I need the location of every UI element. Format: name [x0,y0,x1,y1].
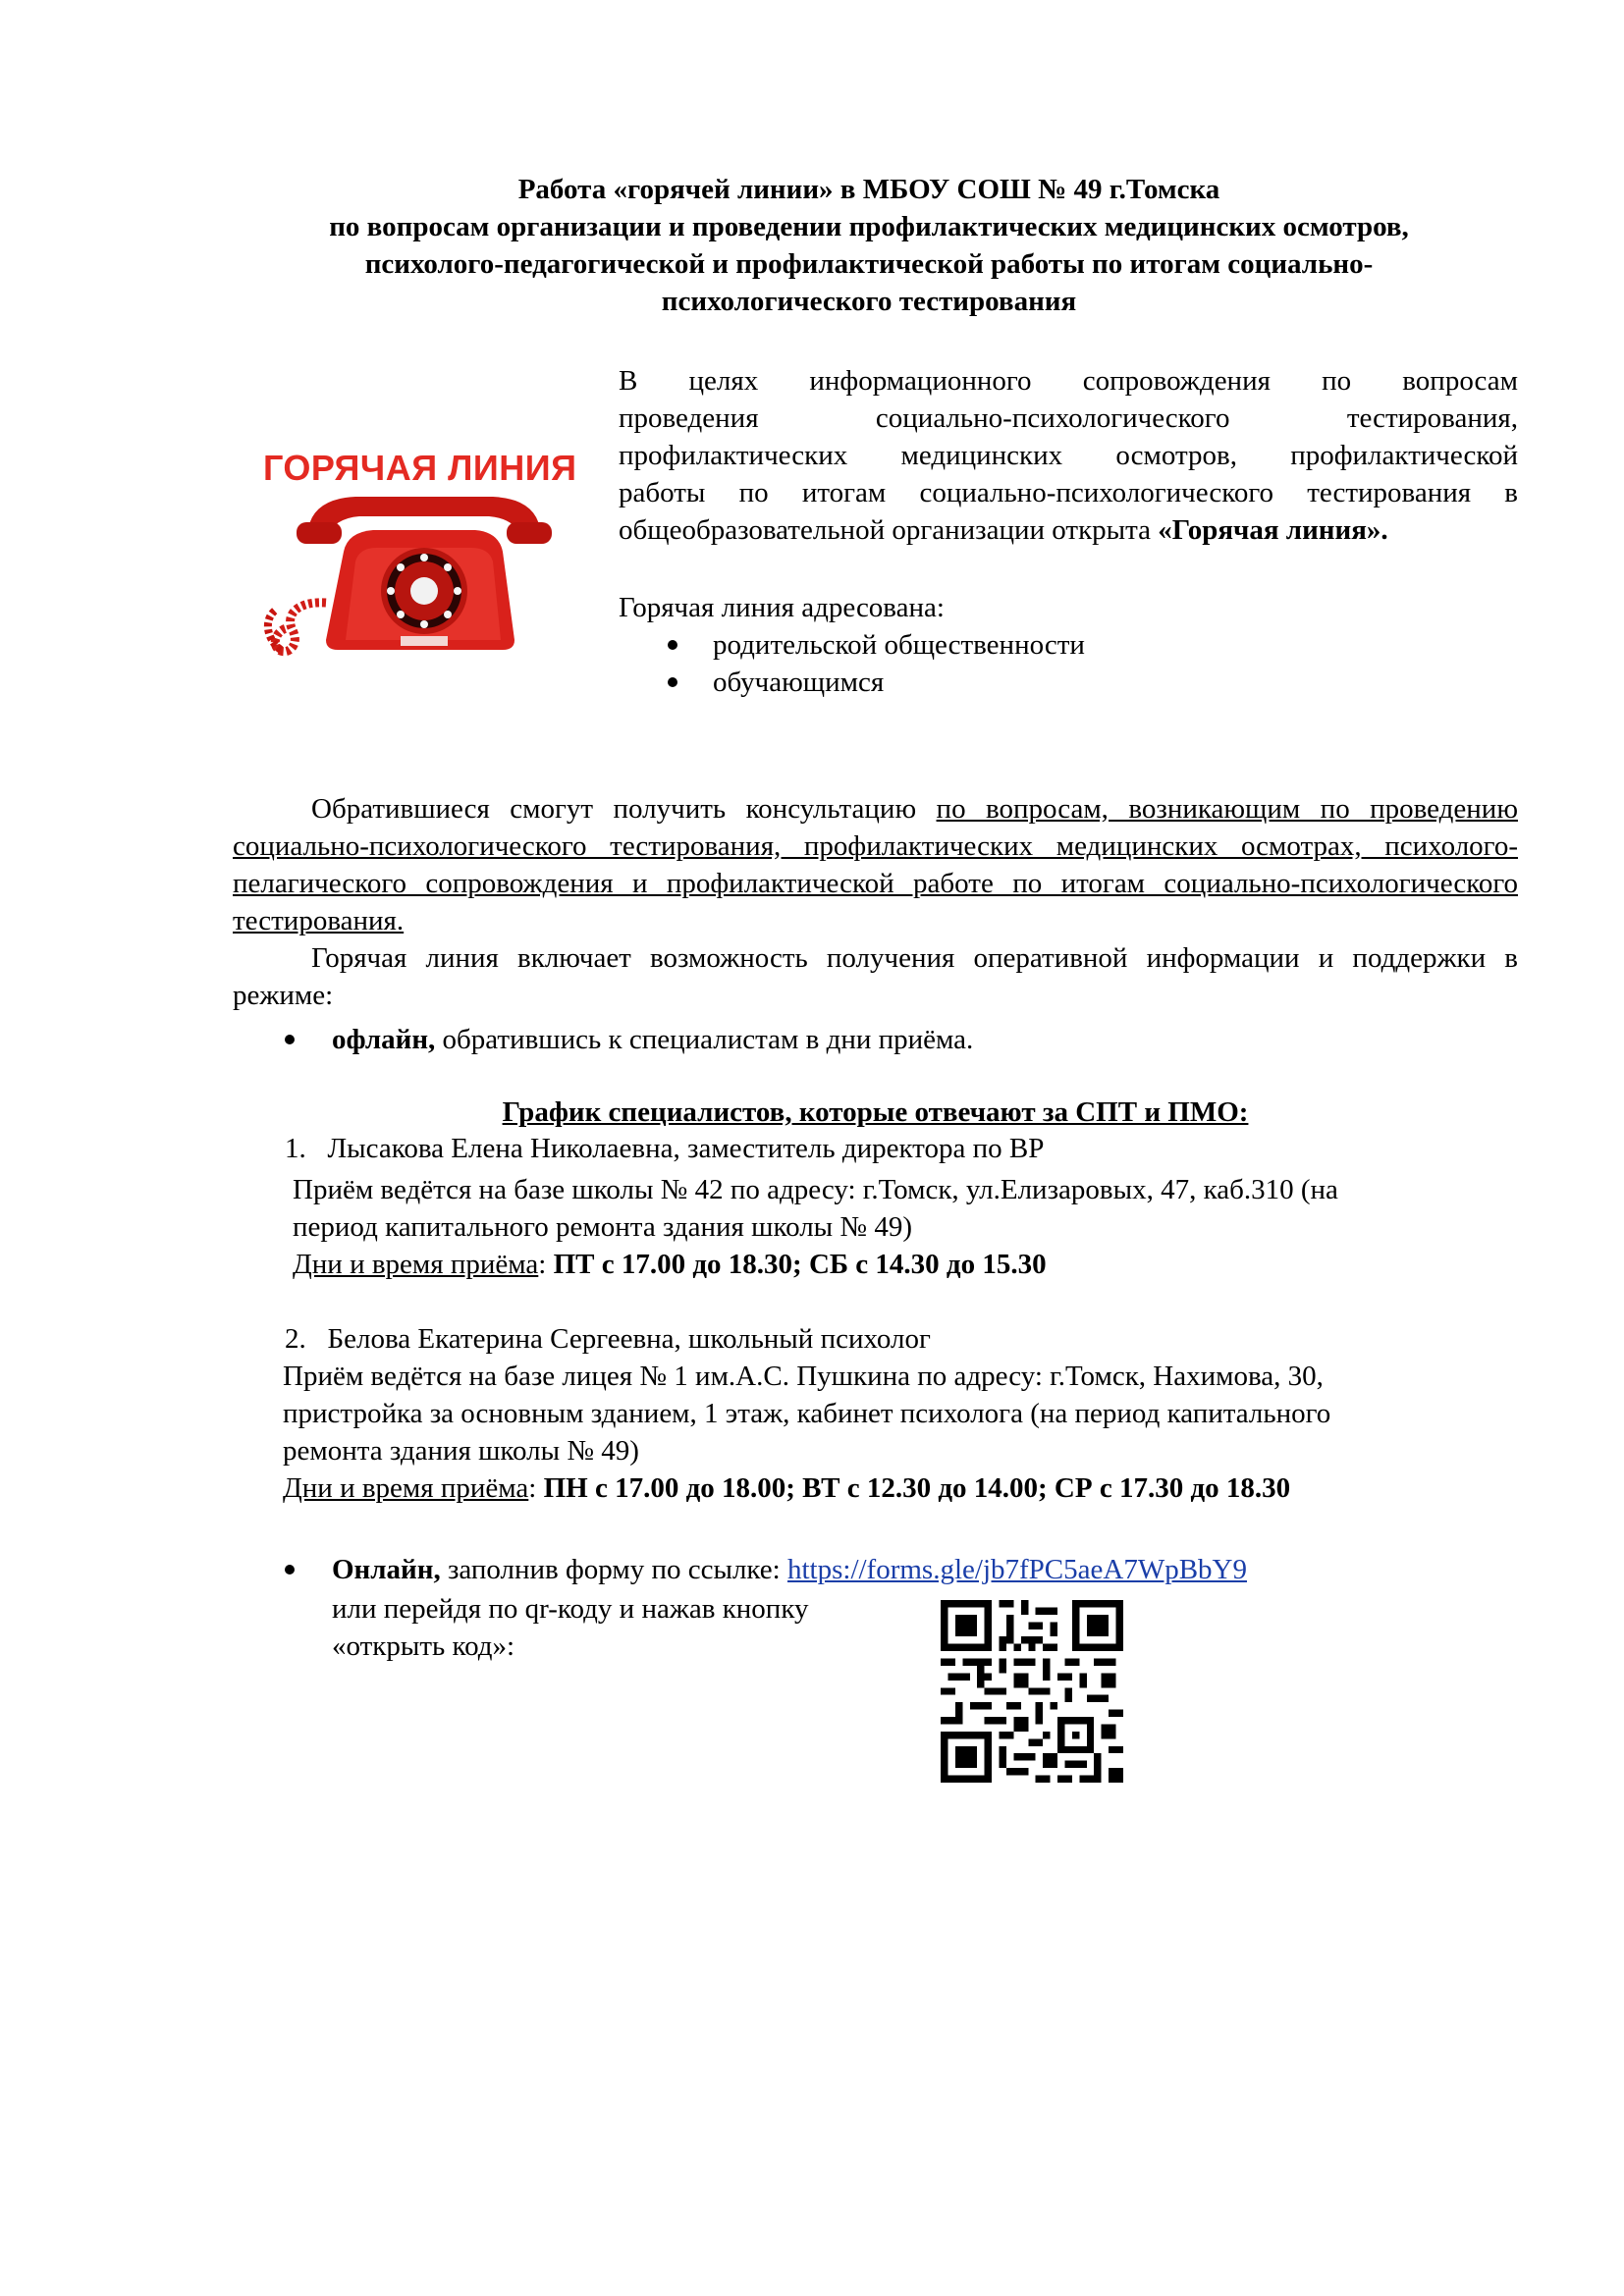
specialist-2-name: Белова Екатерина Сергеевна, школьный психолог [327,1323,931,1355]
list-item [619,626,1518,664]
specialist-2-hours [283,1469,1290,1507]
form-link[interactable]: https://forms.gle/jb7fPC5aeA7WpBbY9 [786,1554,1247,1585]
online-line-2: или перейдя по qr-коду и нажав кнопку [332,1593,809,1625]
specialist-1-address-2: период капитального ремонта здания школы № 49) [293,1211,912,1243]
hours-value: ПТ с 17.00 до 18.30; СБ с 14.30 до 15.30 [553,1249,1047,1280]
list-item-text: родительской общественности [713,629,1085,661]
hotline-logo [257,440,577,658]
intro-line-1: В целях информационного сопровождения по вопросам [619,365,1518,397]
hours-value: ПН с 17.00 до 18.00; ВТ с 12.30 до 14.00; СР с 17.30 до 18.30 [543,1472,1291,1504]
specialist-1-hours [293,1246,1047,1283]
intro-line-3: профилактических медицинских осмотров, профилактической [619,440,1518,471]
online-label: Онлайн, [332,1554,441,1585]
specialist-2-address-3: ремонта здания школы № 49) [283,1435,639,1467]
red-rotary-phone-icon [257,493,552,658]
list-item [619,664,1518,701]
schedule-title: График специалистов, которые отвечают за СПТ и ПМО: [502,1096,1249,1128]
offline-label: офлайн, [332,1024,436,1055]
hotline-name: «Горячая линия». [1158,514,1388,546]
intro-line-2: проведения социально-психологического тестирования, [619,402,1518,434]
hours-colon: : [538,1249,554,1280]
consultation-paragraph [233,790,1518,1014]
specialist-2-name-line [285,1320,931,1358]
consultation-text [233,790,1518,939]
audience-heading: Горячая линия адресована: [619,592,945,623]
offline-text [332,1021,973,1058]
specialist-1-name: Лысакова Елена Николаевна, заместитель директора по ВР [327,1133,1045,1164]
specialist-1-name-line [285,1130,1044,1167]
hours-label: Дни и время приёма [293,1249,539,1280]
intro-paragraph [619,362,1518,549]
page-title [226,171,1512,320]
title-line-4: психологического тестирования [661,286,1077,317]
intro-line-5 [619,511,1518,549]
title-line-2: по вопросам организации и проведении профилактических медицинских осмотров, [329,211,1409,242]
online-line-3: «открыть код»: [332,1630,515,1662]
bullet-icon [285,1565,295,1575]
hours-label: Дни и время приёма [283,1472,529,1504]
bullet-icon [668,640,677,650]
audience-list [619,626,1518,701]
intro-line-4: работы по итогам социально-психологического тестирования в [619,477,1518,508]
offline-bullet [285,1021,1522,1058]
hours-colon: : [528,1472,544,1504]
qr-code-icon[interactable] [941,1600,1123,1783]
modes-text: Горячая линия включает возможность получения оперативной информации и поддержки в режиме: [233,942,1518,1011]
audience-section [619,589,1518,701]
list-item-text: обучающимся [713,667,885,698]
online-bullet [285,1551,1522,1588]
specialist-1-address-1: Приём ведётся на базе школы № 42 по адресу: г.Томск, ул.Елизаровых, 47, каб.310 (на [293,1174,1338,1205]
consultation-plain: Обратившиеся смогут получить консультацию [311,793,937,825]
title-line-3: психолого-педагогической и профилактической работы по итогам социально- [364,248,1374,280]
title-line-1: Работа «горячей линии» в МБОУ СОШ № 49 г.Томска [517,174,1220,205]
specialist-2-address-2: пристройка за основным зданием, 1 этаж, кабинет психолога (на период капитального [283,1398,1331,1429]
online-text [332,1551,1247,1588]
specialist-2-address-1: Приём ведётся на базе лицея № 1 им.А.С. Пушкина по адресу: г.Томск, Нахимова, 30, [283,1361,1324,1392]
bullet-icon [668,677,677,687]
logo-text: ГОРЯЧАЯ ЛИНИЯ [263,448,577,488]
offline-rest: обратившись к специалистам в дни приёма. [435,1024,974,1055]
specialist-2-number: 2. [285,1323,306,1355]
consultation-topics: по вопросам, возникающим по проведению социально-психологического тестирования, профилактических медицинских осмотрах, психолого-пелагического сопровождения и профилактической работе по итогам социально-психологического тестирования. [233,793,1518,936]
specialist-1-number: 1. [285,1133,306,1164]
online-text-plain: заполнив форму по ссылке: [440,1554,787,1585]
bullet-icon [285,1035,295,1044]
intro-line-5-text: общеобразовательной организации открыта [619,514,1159,546]
